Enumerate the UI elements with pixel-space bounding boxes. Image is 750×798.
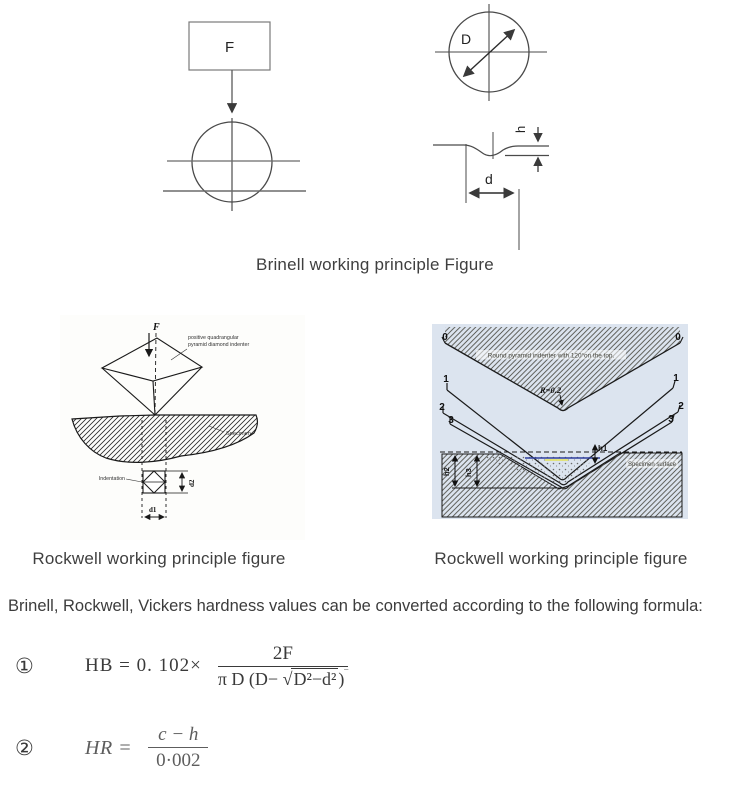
formula-1-fraction [218,643,348,690]
den-prefix: π D (D− [217,668,283,689]
formula-2-denominator: 0·002 [156,750,201,771]
indentation-profile [433,127,549,250]
num-right-2: 2 [678,401,684,412]
indent-depth-label: h [513,125,528,133]
formula-2-fraction [148,724,208,772]
formula-1-lhs: HB = 0. 102× [85,655,202,676]
indentation-label: Indentation [98,476,125,482]
force-label: F [153,322,160,333]
h3-label: h3 [464,468,473,477]
vickers-figure [60,315,305,540]
formula-2-lhs: HR = [85,736,133,759]
h1-label: h1 [598,444,608,453]
formula-1-number: ① [15,654,34,678]
den-suffix: ) [338,668,345,689]
num-left-3: 3 [448,415,454,426]
num-left-0: 0 [442,332,448,343]
h2-label: h2 [442,467,451,476]
radius-label: R=0.2 [540,385,562,395]
force-label: F [225,39,235,56]
indent-diameter-label: d [485,171,493,187]
indenter-note: Round pyramid indenter with 120°on the top. [487,352,615,360]
brinell-figure [0,0,750,255]
indenter-note-line1: positive quadrangular [188,335,239,341]
ball-diameter-label: D [461,31,472,47]
formula-1-denominator [218,667,348,690]
specimen-surface-label: Specimen surface [627,462,677,468]
formula-2-numerator: c − h [148,724,208,748]
num-left-1: 1 [443,374,449,385]
vickers-caption: Rockwell working principle figure [32,549,286,568]
d2-label: d2 [188,479,196,487]
radical-sign: √ [282,668,293,689]
radical-body: D²−d² [293,668,337,689]
specimen-label: Specimen [226,431,251,437]
num-right-1: 1 [673,373,679,384]
formula-rockwell [0,714,208,782]
d1-label: d1 [149,506,157,514]
formula-brinell [0,630,348,702]
brinell-caption: Brinell working principle Figure [256,255,494,274]
ball-diameter-detail [435,4,547,101]
num-right-3: 3 [668,414,674,425]
den-superscript: ‾ [344,668,349,681]
conversion-paragraph: Brinell, Rockwell, Vickers hardness values can be converted according to the following formula: [8,597,703,615]
formula-2-number: ② [15,736,34,760]
num-right-0: 0 [675,332,681,343]
force-block-and-ball [163,22,306,211]
radical [283,669,339,689]
rockwell-caption: Rockwell working principle figure [434,549,688,568]
formula-1-numerator: 2F [218,643,348,667]
indenter-note-line2: pyramid diamond indenter [188,342,250,348]
rockwell-figure [432,324,688,519]
num-left-2: 2 [439,402,445,413]
